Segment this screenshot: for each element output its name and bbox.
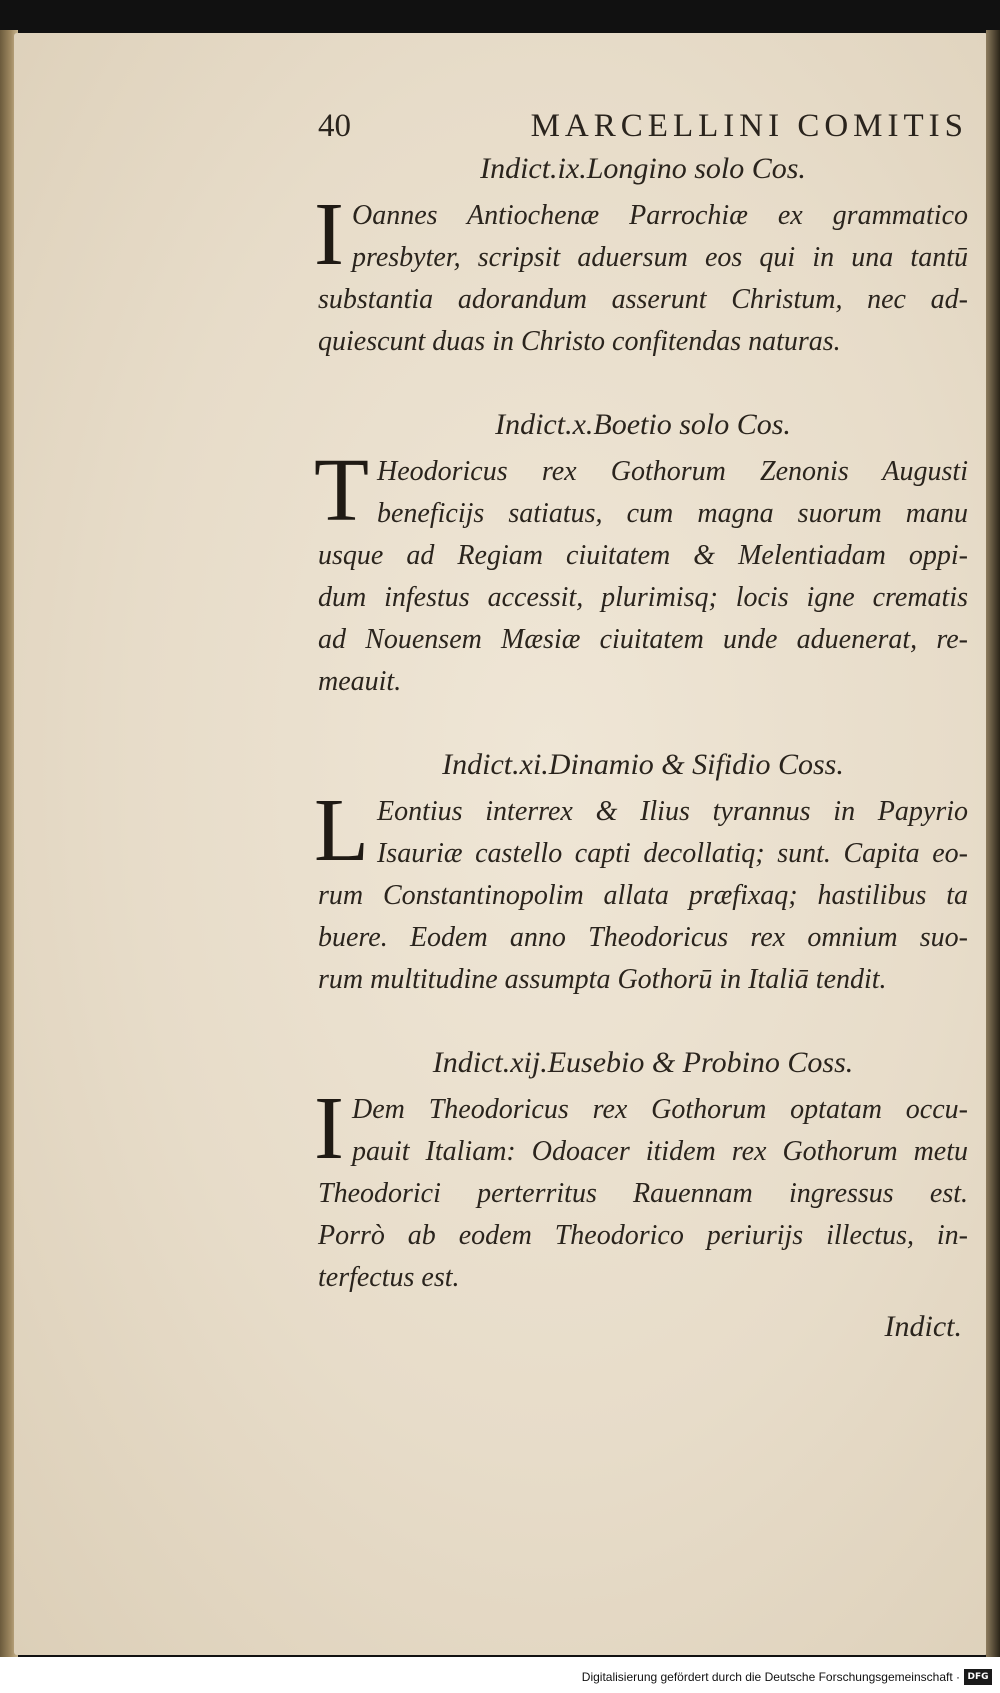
entry-body [314,441,968,703]
drop-initial: I [314,1079,344,1178]
entry [314,405,968,703]
entry-heading: Indict.xij.Eusebio & Probino Coss. [432,1046,854,1079]
text-line: rum Constantinopolim allata præfixaq; hastilibus ta [318,880,968,911]
text-line: pauit Italiam: Odoacer itidem rex Gothorum metu [351,1136,968,1167]
text-line: meauit. [318,666,402,697]
drop-initial: T [314,441,369,540]
text-line: Isauriæ castello capti decollatiq; sunt. Capita eo- [376,838,968,869]
text-line: Theodorici perterritus Rauennam ingressus est. [318,1178,968,1209]
text-block [314,108,968,1341]
text-line: buere. Eodem anno Theodoricus rex omnium suo- [318,922,968,953]
entry-heading: Indict.x.Boetio solo Cos. [495,408,791,441]
running-title: MARCELLINI COMITIS [530,108,968,144]
drop-initial: I [314,185,344,284]
text-line: terfectus est. [318,1262,460,1293]
text-line: quiescunt duas in Christo confitendas naturas. [318,326,841,357]
entry [314,745,968,1001]
entry-body [314,1079,968,1299]
text-line: substantia adorandum asserunt Christum, nec ad- [318,284,968,315]
text-line: ad Nouensem Mæsiæ ciuitatem unde aduenerat, re- [318,624,968,655]
text-line: rum multitudine assumpta Gothorū in Italiā tendit. [318,964,887,995]
text-line: usque ad Regiam ciuitatem & Melentiadam oppi- [318,540,968,571]
drop-initial: L [314,781,369,880]
page-number: 40 [318,108,351,144]
entry-heading: Indict.xi.Dinamio & Sifidio Coss. [442,748,844,781]
entry-heading: Indict.ix.Longino solo Cos. [480,152,806,185]
footer-strip [0,1657,1000,1693]
entry [314,1043,968,1299]
entry [314,149,968,363]
funding-credit: Digitalisierung gefördert durch die Deutsche Forschungsgemeinschaft · [581,1670,960,1684]
text-line: Eontius interrex & Ilius tyrannus in Papyrio [376,796,968,827]
text-line: dum infestus accessit, plurimisq; locis igne crematis [318,582,968,613]
book-right-edge [986,30,1000,1660]
entry-body [314,781,968,1001]
catchword: Indict. [884,1310,962,1343]
text-line: Heodoricus rex Gothorum Zenonis Augusti [376,456,968,487]
running-head [318,108,968,145]
text-line: presbyter, scripsit aduersum eos qui in una tantū [351,242,968,273]
text-line: Oannes Antiochenæ Parrochiæ ex grammatico [351,200,968,231]
text-line: Dem Theodoricus rex Gothorum optatam occu- [351,1094,968,1125]
entry-body [314,185,968,363]
text-line: beneficijs satiatus, cum magna suorum manu [376,498,968,529]
dfg-logo-icon: DFG [964,1669,992,1685]
text-line: Porrò ab eodem Theodorico periurijs illectus, in- [318,1220,968,1251]
